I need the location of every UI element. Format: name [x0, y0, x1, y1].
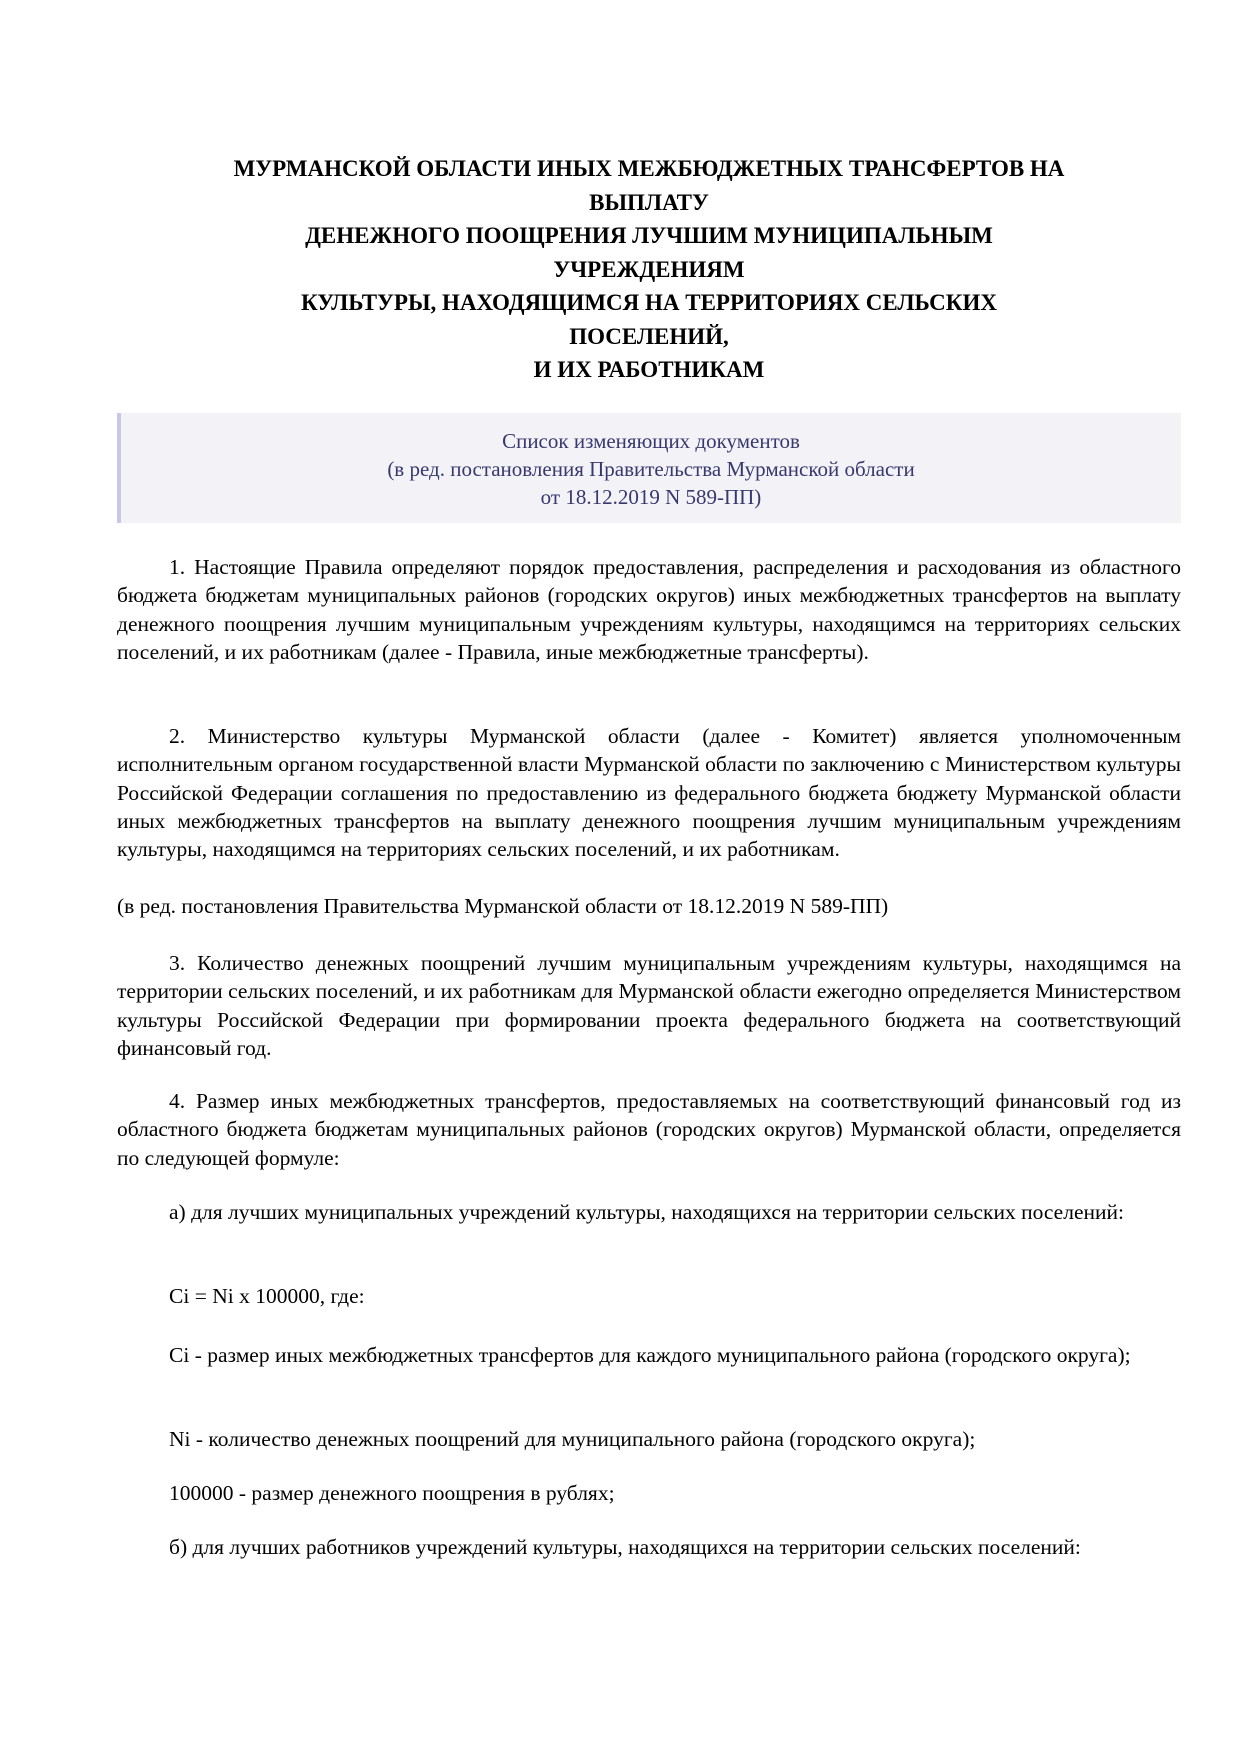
paragraph-4	[117, 1087, 1181, 1172]
amendments-heading: Список изменяющих документов	[502, 429, 800, 453]
document-title	[117, 152, 1181, 387]
amendments-line: от 18.12.2019 N 589-ПП)	[540, 485, 762, 509]
paragraph-text: б) для лучших работников учреждений культуры, находящихся на территории сельских поселений:	[169, 1535, 1081, 1559]
amendments-box	[117, 413, 1181, 523]
formula	[117, 1282, 1181, 1310]
title-line: ПОСЕЛЕНИЙ,	[569, 323, 729, 349]
title-line: ДЕНЕЖНОГО ПООЩРЕНИЯ ЛУЧШИМ МУНИЦИПАЛЬНЫМ	[305, 223, 993, 248]
formula-text: Ci = Ni x 100000, где:	[169, 1284, 365, 1308]
paragraph-text: 100000 - размер денежного поощрения в рублях;	[169, 1481, 615, 1505]
title-line: И ИХ РАБОТНИКАМ	[533, 357, 765, 382]
paragraph-b	[117, 1533, 1181, 1561]
paragraph-1	[117, 553, 1181, 666]
title-line: УЧРЕЖДЕНИЯМ	[553, 256, 745, 282]
paragraph-text: 3. Количество денежных поощрений лучшим муниципальным учреждениям культуры, находящимся на территории сельских поселений, и их работникам для Мурманской области ежегодно определяется Министерством культуры Российской Федерации при формировании проекта федерального бюджета на соответствующий финансовый год.	[117, 951, 1181, 1060]
ni-definition	[117, 1425, 1181, 1453]
paragraph-text: Ci - размер иных межбюджетных трансфертов для каждого муниципального района (городского округа);	[169, 1343, 1131, 1367]
paragraph-2-note: (в ред. постановления Правительства Мурманской области от 18.12.2019 N 589-ПП)	[117, 894, 889, 918]
ci-definition	[117, 1341, 1181, 1369]
paragraph-text: 4. Размер иных межбюджетных трансфертов, предоставляемых на соответствующий финансовый год из областного бюджета бюджетам муниципальных районов (городских округов) Мурманской области, определяется по следующей формуле:	[117, 1089, 1181, 1170]
paragraph-a	[117, 1198, 1181, 1226]
amendments-line: (в ред. постановления Правительства Мурманской области	[387, 457, 915, 481]
paragraph-3	[117, 949, 1181, 1062]
paragraph-text: Ni - количество денежных поощрений для муниципального района (городского округа);	[169, 1427, 976, 1451]
title-line: МУРМАНСКОЙ ОБЛАСТИ ИНЫХ МЕЖБЮДЖЕТНЫХ ТРАНСФЕРТОВ НА	[233, 156, 1065, 181]
paragraph-2	[117, 722, 1181, 863]
title-line: ВЫПЛАТУ	[589, 189, 709, 215]
paragraph-text: 1. Настоящие Правила определяют порядок предоставления, распределения и расходования из областного бюджета бюджетам муниципальных районов (городских округов) иных межбюджетных трансфертов на выплату денежного поощрения лучшим муниципальным учреждениям культуры, находящимся на территориях сельских поселений, и их работникам (далее - Правила, иные межбюджетные трансферты).	[117, 555, 1181, 664]
paragraph-text: 2. Министерство культуры Мурманской области (далее - Комитет) является уполномоченным исполнительным органом государственной власти Мурманской области по заключению с Министерством культуры Российской Федерации соглашения по предоставлению из федерального бюджета бюджету Мурманской области иных межбюджетных трансфертов на выплату денежного поощрения лучшим муниципальным учреждениям культуры, находящимся на территориях сельских поселений, и их работникам.	[117, 724, 1181, 862]
amount-definition	[117, 1479, 1181, 1507]
paragraph-text: а) для лучших муниципальных учреждений культуры, находящихся на территории сельских поселений:	[169, 1200, 1124, 1224]
title-line: КУЛЬТУРЫ, НАХОДЯЩИМСЯ НА ТЕРРИТОРИЯХ СЕЛЬСКИХ	[301, 290, 997, 315]
